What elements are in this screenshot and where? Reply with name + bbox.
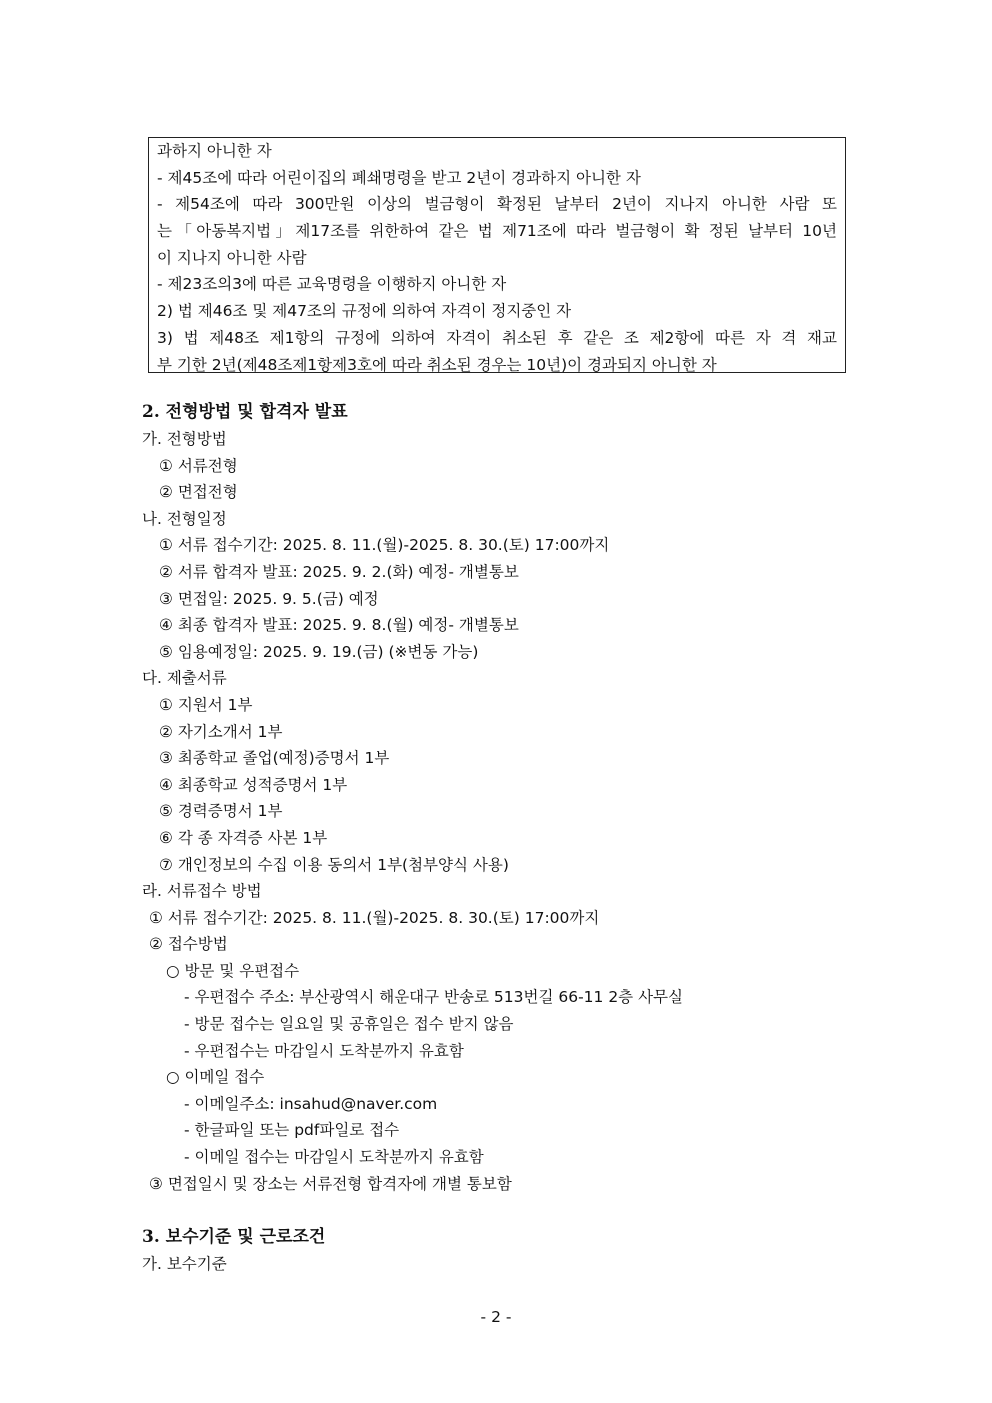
- list-item: - 우편접수는 마감일시 도착분까지 유효함: [184, 1041, 464, 1060]
- box-line: - 제45조에 따라 어린이집의 폐쇄명령을 받고 2년이 경과하지 아니한 자: [157, 168, 641, 187]
- subsection-ga-title: 가. 보수기준: [142, 1255, 227, 1274]
- box-line: - 제54조에 따라 300만원 이상의 벌금형이 확정된 날부터 2년이 지나지 아니한 사람 또: [157, 195, 837, 214]
- box-line: 과하지 아니한 자: [157, 142, 272, 160]
- list-item: - 방문 접수는 일요일 및 공휴일은 접수 받지 않음: [184, 1015, 514, 1034]
- list-item: ③ 면접일시 및 장소는 서류전형 합격자에 개별 통보함: [149, 1174, 512, 1193]
- list-item: ⑥ 각 종 자격증 사본 1부: [159, 828, 328, 847]
- box-line: 3) 법 제48조 제1항의 규정에 의하여 자격이 취소된 후 같은 조 제2항에 따른 자 격 재교: [157, 328, 837, 347]
- list-item: ④ 최종학교 성적증명서 1부: [159, 775, 348, 794]
- list-item: - 이메일주소: insahud@naver.com: [184, 1094, 438, 1113]
- visit-mail-title: ○ 방문 및 우편접수: [166, 961, 300, 980]
- email-title: ○ 이메일 접수: [166, 1068, 265, 1087]
- subsection-ra-title: 라. 서류접수 방법: [142, 882, 262, 901]
- list-item: ③ 면접일: 2025. 9. 5.(금) 예정: [159, 589, 379, 608]
- list-item: - 이메일 접수는 마감일시 도착분까지 유효함: [184, 1148, 484, 1167]
- list-item: ① 서류 접수기간: 2025. 8. 11.(월)-2025. 8. 30.(토) 17:00까지: [159, 536, 610, 555]
- section-3-heading: 3. 보수기준 및 근로조건: [142, 1227, 326, 1248]
- box-line: 부 기한 2년(제48조제1항제3호에 따라 취소된 경우는 10년)이 경과되지 아니한 자: [157, 355, 717, 374]
- page-number: - 2 -: [480, 1308, 512, 1326]
- list-item: - 한글파일 또는 pdf파일로 접수: [184, 1121, 400, 1140]
- subsection-na-title: 나. 전형일정: [142, 509, 227, 528]
- list-item: ② 자기소개서 1부: [159, 722, 283, 741]
- list-item: ③ 최종학교 졸업(예정)증명서 1부: [159, 749, 390, 768]
- box-line: - 제23조의3에 따른 교육명령을 이행하지 아니한 자: [157, 275, 507, 294]
- list-item: - 우편접수 주소: 부산광역시 해운대구 반송로 513번길 66-11 2층 사무실: [184, 988, 683, 1007]
- spacer: [142, 1197, 842, 1223]
- box-line: 는「아동복지법」제17조를 위한하여 같은 법 제71조에 따라 벌금형이 확 정된 날부터 10년: [157, 222, 837, 241]
- eligibility-box: [148, 137, 846, 373]
- list-item: ② 접수방법: [149, 935, 228, 954]
- list-item: ① 서류 접수기간: 2025. 8. 11.(월)-2025. 8. 30.(토) 17:00까지: [149, 908, 600, 927]
- list-item: ⑦ 개인정보의 수집 이용 동의서 1부(첨부양식 사용): [159, 855, 509, 874]
- list-item: ② 면접전형: [159, 483, 238, 502]
- list-item: ② 서류 합격자 발표: 2025. 9. 2.(화) 예정- 개별통보: [159, 562, 519, 581]
- box-line: 이 지나지 아니한 사람: [157, 248, 307, 267]
- list-item: ⑤ 경력증명서 1부: [159, 802, 283, 821]
- list-item: ④ 최종 합격자 발표: 2025. 9. 8.(월) 예정- 개별통보: [159, 616, 519, 635]
- main-content: [142, 398, 842, 1278]
- subsection-ga-title: 가. 전형방법: [142, 430, 227, 448]
- list-item: ① 서류전형: [159, 456, 238, 475]
- list-item: ⑤ 임용예정일: 2025. 9. 19.(금) (※변동 가능): [159, 642, 479, 661]
- subsection-da-title: 다. 제출서류: [142, 669, 227, 688]
- box-line: 2) 법 제46조 및 제47조의 규정에 의하여 자격이 정지중인 자: [157, 302, 572, 321]
- section-2-heading: 2. 전형방법 및 합격자 발표: [142, 402, 348, 422]
- list-item: ① 지원서 1부: [159, 695, 253, 714]
